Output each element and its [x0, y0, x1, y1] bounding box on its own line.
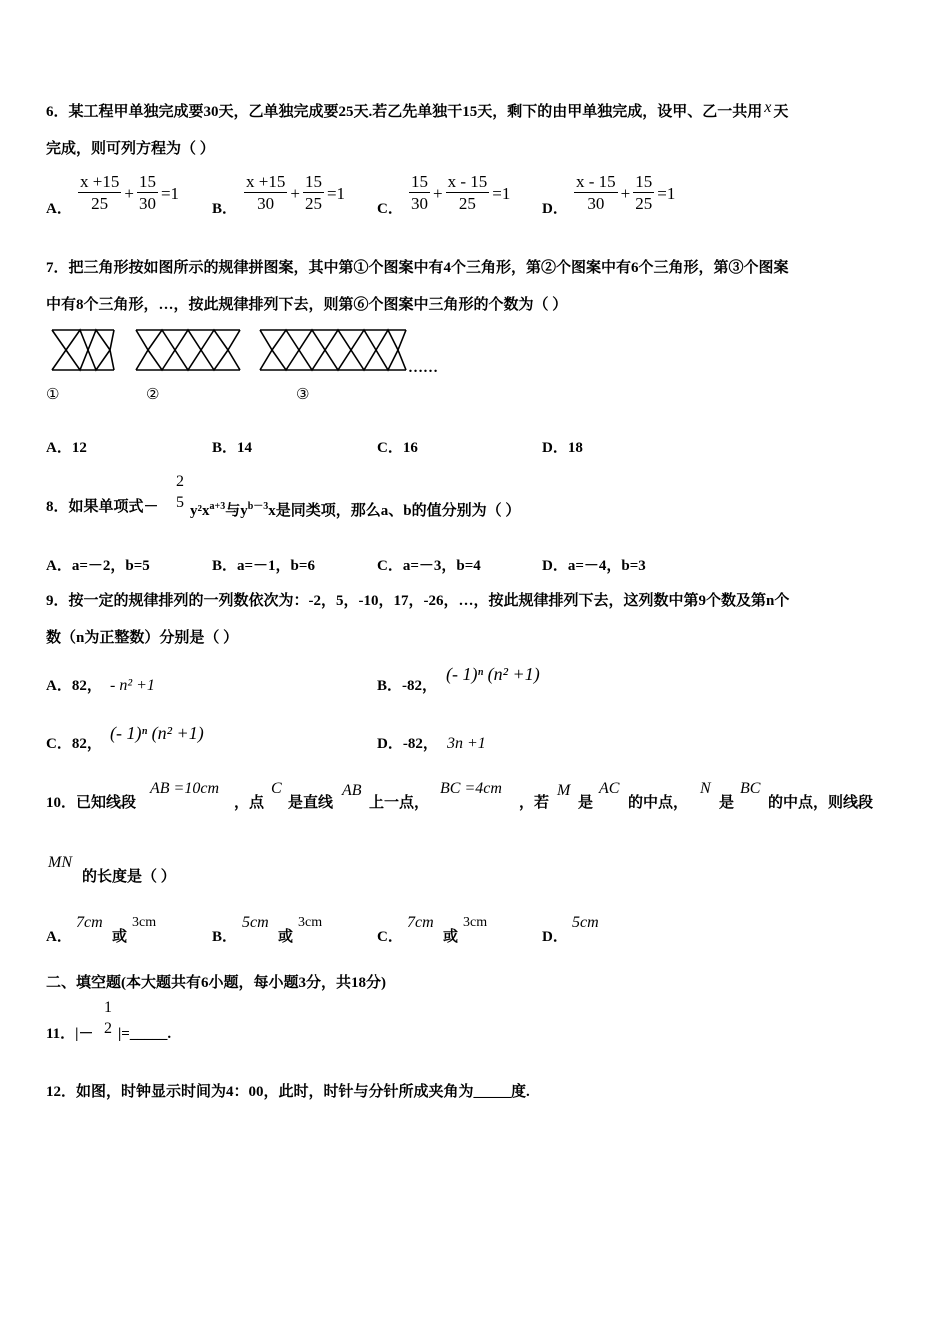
q10-math-ab10: AB =10cm: [150, 780, 219, 797]
q10-option-or: 或: [112, 929, 128, 945]
q10-option-label: A．: [46, 929, 72, 945]
q6-option-label: C．: [377, 201, 403, 217]
q6-option-equation: $\frac{15}{30}$ + $\frac{x - 15}{25}$ =1: [411, 172, 511, 213]
figure-label-1: ①: [46, 385, 60, 403]
pattern-1: [52, 330, 114, 370]
q10-option-label: B．: [212, 929, 238, 945]
q6-option-equation: $\frac{x - 15}{30}$ + $\frac{15}{25}$ =1: [576, 172, 676, 213]
q7-option-c: C．16: [377, 440, 418, 456]
q10-text-9: 的中点，则线段: [768, 795, 874, 811]
q8-rest: $y^2x^{a+3}$与$y^{b-3}x$是同类项，那么a、b的值分别为（ ）: [190, 501, 521, 519]
q11-suffix: |=_____.: [118, 1026, 172, 1042]
q10-math-c: C: [271, 780, 282, 797]
figure-label-3: ③: [296, 385, 310, 403]
q10-math-ab: AB: [342, 782, 362, 799]
q8-option-b: B．a=－1，b=6: [212, 558, 315, 574]
q10-option-label: D．: [542, 929, 568, 945]
section-2-heading: 二、填空题(本大题共有6小题，每小题3分，共18分): [46, 975, 386, 991]
plus-sign: +: [620, 183, 631, 203]
fraction-1: $\frac{x +15}{30}$: [246, 172, 286, 213]
q10-math-bc: BC: [740, 780, 761, 797]
pattern-2: [136, 330, 240, 370]
q10-option-value: 7cm: [76, 914, 103, 931]
q9-option-d: D．-82，: [377, 736, 438, 752]
q7-option-d: D．18: [542, 440, 583, 456]
q10-text-4: 上一点，: [369, 795, 430, 811]
q10-option-label: C．: [377, 929, 403, 945]
q10-text-5: ，若: [519, 795, 550, 811]
plus-sign: +: [124, 183, 134, 203]
q10-text-10: 的长度是（ ）: [82, 869, 176, 885]
q10-text-2: ，点: [234, 795, 265, 811]
q6-variable-x: x: [764, 99, 772, 116]
q10-math-n: N: [700, 780, 711, 797]
q10-option-or: 或: [278, 929, 294, 945]
pattern-3: [260, 330, 406, 370]
q10-text-1: 10．已知线段: [46, 795, 137, 811]
q10-option-value: 5cm: [242, 914, 269, 931]
q10-option-value-2: 3cm: [132, 915, 157, 930]
q10-text-8: 是: [719, 795, 735, 811]
q10-math-bc4: BC =4cm: [440, 780, 502, 797]
q10-option-value: 7cm: [407, 914, 434, 931]
q7-line1: 7．把三角形按如图所示的规律拼图案，其中第①个图案中有4个三角形，第②个图案中有6个三角形，第③个图案: [46, 260, 789, 276]
q9-option-b-expr: (- 1)ⁿ (n² +1): [446, 664, 540, 684]
q8-fraction: 2 5: [176, 473, 184, 511]
fraction-1: $\frac{x - 15}{30}$: [576, 172, 616, 213]
q10-math-ac: AC: [599, 780, 620, 797]
q10-math-m: M: [557, 782, 571, 799]
q12-text: 12．如图，时钟显示时间为4：00，此时，时针与分针所成夹角为_____度.: [46, 1084, 530, 1100]
figure-ellipsis: ……: [408, 360, 438, 376]
q9-line1: 9．按一定的规律排列的一列数依次为：-2，5，-10，17，-26，…，按此规律排列下去，这列数中第9个数及第n个: [46, 593, 790, 609]
q8-line: 8．如果单项式－: [46, 499, 159, 515]
q10-math-mn: MN: [48, 854, 72, 871]
fraction-1: $\frac{x +15}{25}$: [80, 172, 120, 213]
plus-sign: +: [433, 183, 443, 203]
q10-option-value-2: 3cm: [463, 915, 488, 930]
plus-sign: +: [290, 183, 300, 203]
q6-option-equation: $\frac{x +15}{30}$ + $\frac{15}{25}$ =1: [246, 172, 346, 213]
q6-option-label: D．: [542, 201, 568, 217]
q9-line2: 数（n为正整数）分别是（ ）: [46, 630, 239, 646]
q7-option-b: B．14: [212, 440, 253, 456]
fraction-1: $\frac{15}{30}$: [411, 172, 428, 213]
q8-option-d: D．a=－4，b=3: [542, 558, 646, 574]
q9-option-a-expr: - n² +1: [110, 677, 155, 694]
q6-option-label: B．: [212, 201, 238, 217]
q9-option-b: B．-82，: [377, 678, 438, 694]
q11-prefix: 11．|－: [46, 1026, 94, 1042]
q10-option-value-2: 3cm: [298, 915, 323, 930]
fraction-2: $\frac{15}{25}$: [635, 172, 653, 213]
q7-line2: 中有8个三角形，…，按此规律排列下去，则第⑥个图案中三角形的个数为（ ）: [46, 297, 568, 313]
q9-option-d-expr: 3n +1: [447, 735, 486, 752]
fraction-2: $\frac{15}{30}$: [138, 172, 156, 213]
q6-line2: 完成，则可列方程为（ ）: [46, 141, 215, 157]
q8-option-c: C．a=－3，b=4: [377, 558, 481, 574]
q9-option-a: A．82，: [46, 678, 102, 694]
q11-fraction: 1 2: [104, 999, 112, 1037]
q6-line1: 6．某工程甲单独完成要30天，乙单独完成要25天.若乙先单独干15天，剩下的由甲单独完成，设甲、乙一共用 x 天: [46, 99, 789, 120]
q8-option-a: A．a=－2，b=5: [46, 558, 150, 574]
q6-option-equation: $\frac{x +15}{25}$ + $\frac{15}{30}$ =1: [80, 172, 180, 213]
triangle-pattern-figure: [48, 328, 448, 376]
fraction-2: $\frac{x - 15}{25}$: [447, 172, 488, 213]
figure-label-2: ②: [146, 385, 160, 403]
q10-text-6: 是: [578, 795, 594, 811]
q10-text-7: 的中点，: [628, 795, 689, 811]
q9-option-c: C．82，: [46, 736, 102, 752]
q6-option-label: A．: [46, 201, 72, 217]
q9-option-c-expr: (- 1)ⁿ (n² +1): [110, 723, 204, 743]
q10-option-or: 或: [443, 929, 459, 945]
q10-option-value: 5cm: [572, 914, 599, 931]
q10-text-3: 是直线: [288, 795, 334, 811]
fraction-2: $\frac{15}{25}$: [304, 172, 322, 213]
q7-option-a: A．12: [46, 440, 87, 456]
